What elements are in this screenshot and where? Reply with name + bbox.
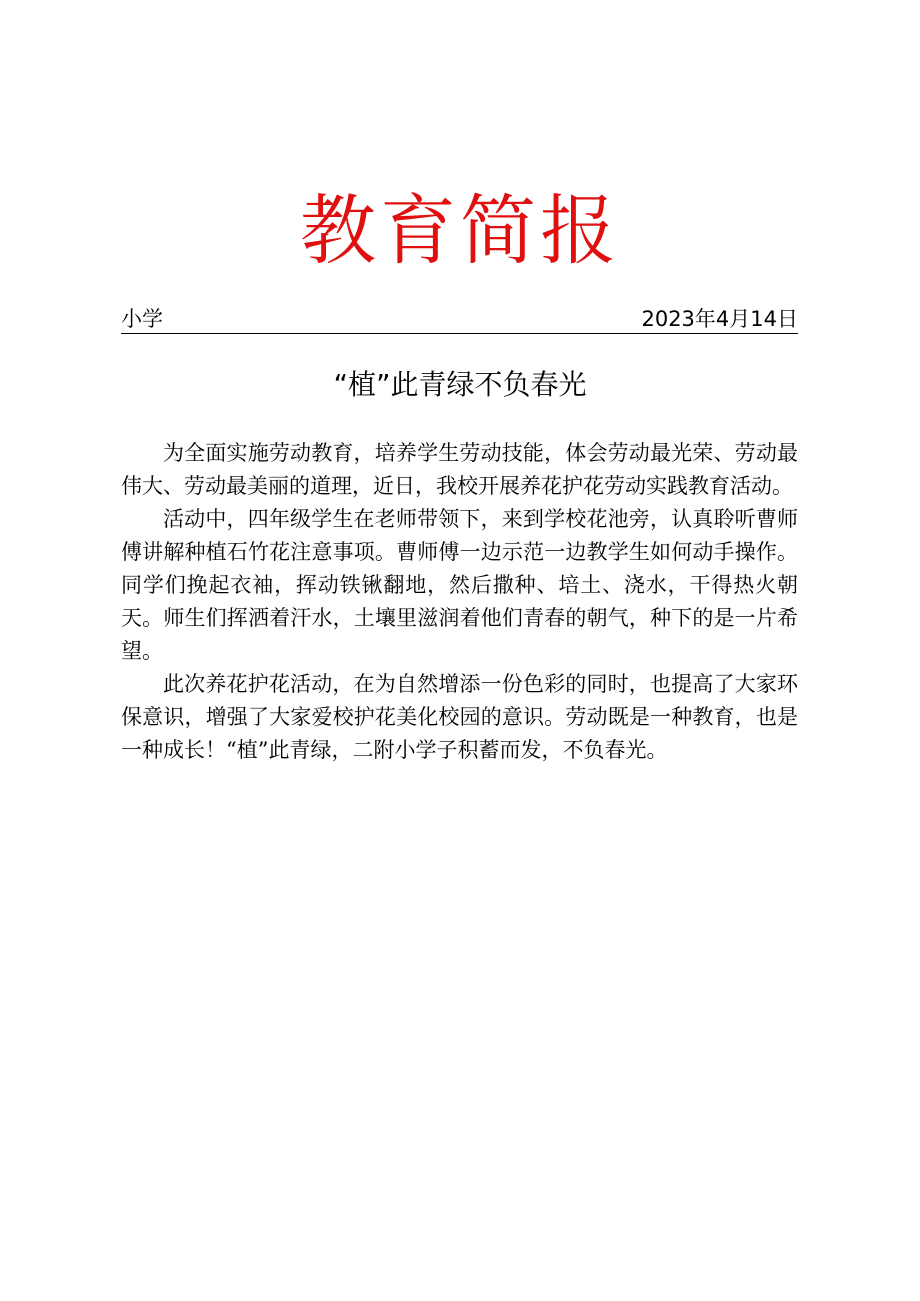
issue-info-row	[121, 305, 798, 334]
article-title: “植”此青绿不负春光	[333, 368, 587, 401]
article-body	[121, 437, 798, 767]
issue-date: 2023年4月14日	[641, 307, 798, 331]
newsletter-masthead: 教育简报	[300, 186, 620, 275]
organization-name: 小学	[121, 307, 163, 331]
article-paragraph: 此次养花护花活动，在为自然增添一份色彩的同时，也提高了大家环保意识，增强了大家爱校护花美化校园的意识。劳动既是一种教育，也是一种成长！“植”此青绿，二附小学子积蓄而发，不负春光。	[121, 672, 798, 762]
article-paragraph: 活动中，四年级学生在老师带领下，来到学校花池旁，认真聆听曹师傅讲解种植石竹花注意事项。曹师傅一边示范一边教学生如何动手操作。同学们挽起衣袖，挥动铁锹翻地，然后撒种、培土、浇水，干得热火朝天。师生们挥洒着汗水，土壤里滋润着他们青春的朝气，种下的是一片希望。	[121, 507, 798, 663]
article-paragraph: 为全面实施劳动教育，培养学生劳动技能，体会劳动最光荣、劳动最伟大、劳动最美丽的道理，近日，我校开展养花护花劳动实践教育活动。	[121, 441, 798, 498]
